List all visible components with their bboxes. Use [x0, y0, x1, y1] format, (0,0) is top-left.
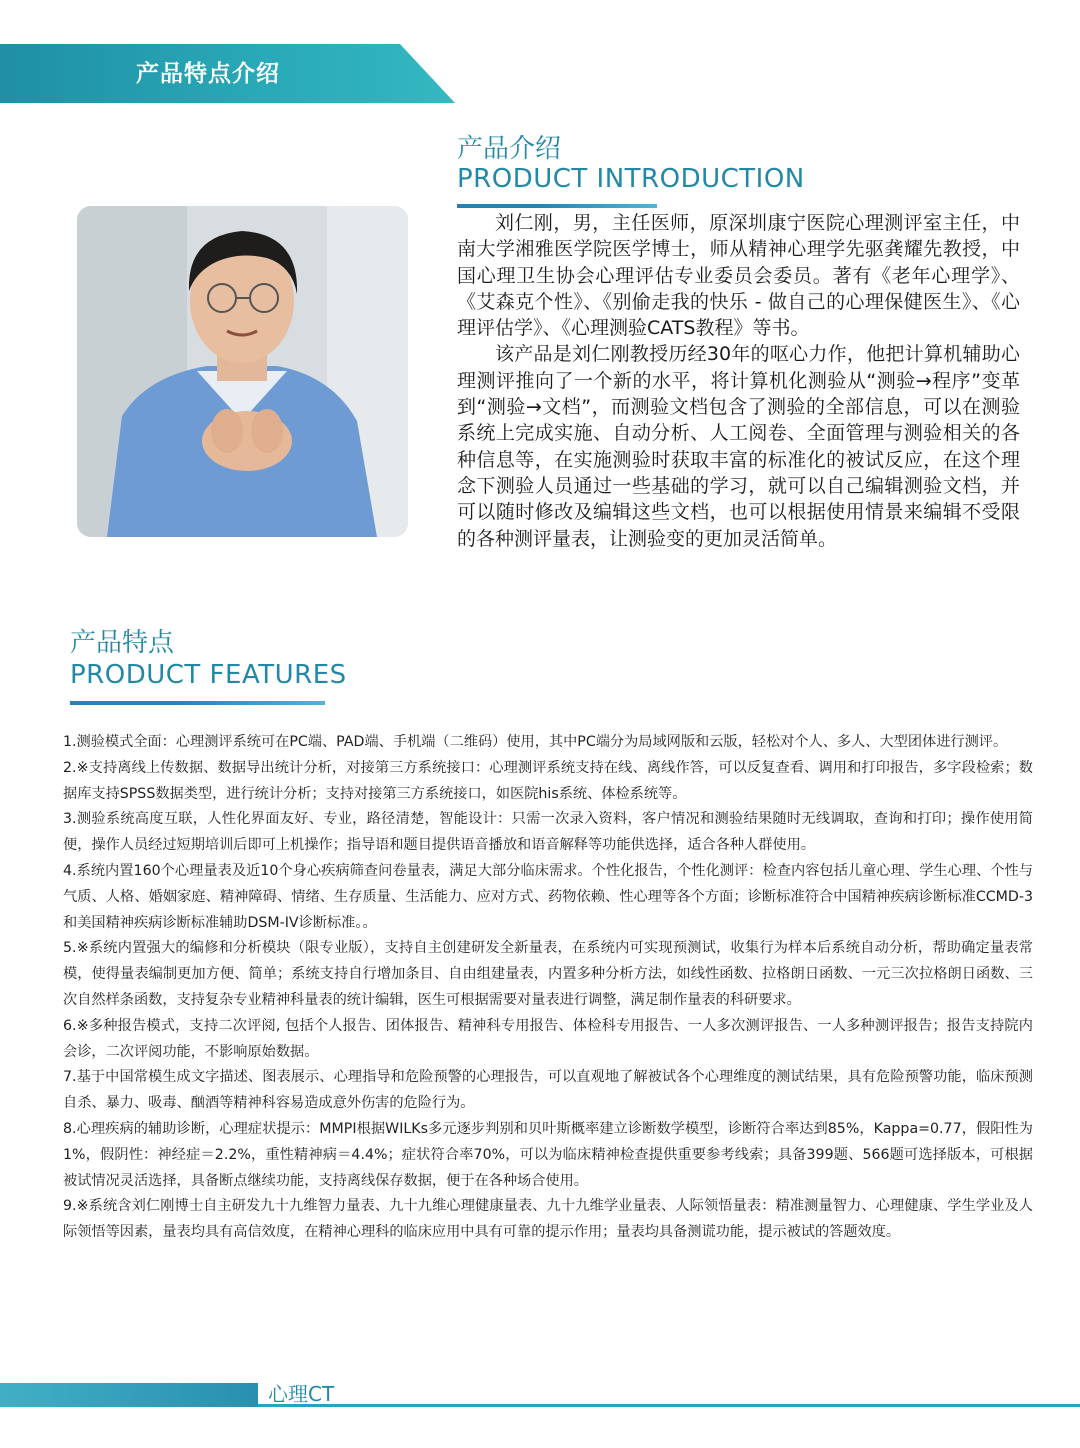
intro-heading-cn: 产品介绍 — [457, 134, 562, 164]
intro-text — [457, 210, 1020, 552]
portrait-illustration — [77, 206, 408, 537]
footer-line — [258, 1404, 1080, 1407]
feature-item: 8.心理疾病的辅助诊断，心理症状提示：MMPI根据WILKs多元逐步判别和贝叶斯概率建立诊断数学模型，诊断符合率达到85%，Kappa=0.77，假阳性为1%，假阴性：神经症＝2.2%，重性精神病＝4.4%；症状符合率70%，可以为临床精神检查提供重要参考线索；具备399题、566题可选择版本，可根据被试情况灵活选择，具备断点继续功能，支持离线保存数据，便于在各种场合使用。 — [63, 1120, 1033, 1189]
feature-item: 6.※多种报告模式，支持二次评阅, 包括个人报告、团体报告、精神科专用报告、体检科专用报告、一人多次测评报告、一人多种测评报告；报告支持院内会诊，二次评阅功能，不影响原始数据。 — [63, 1017, 1033, 1060]
feature-item: 5.※系统内置强大的编修和分析模块（限专业版），支持自主创建研发全新量表，在系统内可实现预测试，收集行为样本后系统自动分析，帮助确定量表常模，使得量表编制更加方便、简单；系统支持自行增加条目、自由组建量表，内置多种分析方法，如线性函数、拉格朗日函数、一元三次拉格朗日函数、三次自然样条函数，支持复杂专业精神科量表的统计编辑，医生可根据需要对量表进行调整，满足制作量表的科研要求。 — [63, 940, 1033, 1008]
footer-bar — [0, 1383, 258, 1407]
feature-item: 3.测验系统高度互联，人性化界面友好、专业，路径清楚，智能设计：只需一次录入资料，客户情况和测验结果随时无线调取，查询和打印；操作使用简便，操作人员经过短期培训后即可上机操作；指导语和题目提供语音播放和语音解释等功能供选择，适合各种人群使用。 — [63, 811, 1033, 854]
intro-paragraph: 刘仁刚，男，主任医师，原深圳康宁医院心理测评室主任，中南大学湘雅医学院医学博士，师从精神心理学先驱龚耀先教授，中国心理卫生协会心理评估专业委员会委员。著有《老年心理学》、《艾森克个性》、《别偷走我的快乐 - 做自己的心理保健医生》、《心理评估学》、《心理测验CATS教程》等书。 — [457, 212, 1020, 340]
portrait-photo — [77, 206, 408, 537]
features-heading-en: PRODUCT FEATURES — [70, 660, 347, 690]
features-heading-rule — [70, 701, 325, 705]
feature-item: 7.基于中国常模生成文字描述、图表展示、心理指导和危险预警的心理报告，可以直观地了解被试各个心理维度的测试结果，具有危险预警功能，临床预测自杀、暴力、吸毒、酗酒等精神科容易造成意外伤害的危险行为。 — [63, 1069, 1033, 1112]
features-list — [63, 730, 1033, 1246]
features-heading-cn: 产品特点 — [70, 628, 175, 658]
footer-brand: 心理CT — [268, 1382, 335, 1406]
banner-title: 产品特点介绍 — [136, 61, 280, 87]
intro-heading-en: PRODUCT INTRODUCTION — [457, 164, 805, 194]
feature-item: 2.※支持离线上传数据、数据导出统计分析，对接第三方系统接口：心理测评系统支持在线、离线作答，可以反复查看、调用和打印报告，多字段检索；数据库支持SPSS数据类型，进行统计分析；支持对接第三方系统接口，如医院his系统、体检系统等。 — [63, 759, 1033, 802]
feature-item: 1.测验模式全面：心理测评系统可在PC端、PAD端、手机端（二维码）使用，其中PC端分为局域网版和云版，轻松对个人、多人、大型团体进行测评。 — [63, 734, 1008, 750]
intro-heading-rule — [457, 204, 657, 208]
intro-paragraph: 该产品是刘仁刚教授历经30年的呕心力作，他把计算机辅助心理测评推向了一个新的水平，将计算机化测验从“测验→程序”变革到“测验→文档”，而测验文档包含了测验的全部信息，可以在测验系统上完成实施、自动分析、人工阅卷、全面管理与测验相关的各种信息等，在实施测验时获取丰富的标准化的被试反应，在这个理念下测验人员通过一些基础的学习，就可以自己编辑测验文档，并可以随时修改及编辑这些文档，也可以根据使用情景来编辑不受限的各种测评量表，让测验变的更加灵活简单。 — [457, 343, 1020, 550]
feature-item: 9.※系统含刘仁刚博士自主研发九十九维智力量表、九十九维心理健康量表、九十九维学业量表、人际领悟量表：精准测量智力、心理健康、学生学业及人际领悟等因素，量表均具有高信效度，在精神心理科的临床应用中具有可靠的提示作用；量表均具备测谎功能，提示被试的答题效度。 — [63, 1198, 1033, 1241]
feature-item: 4.系统内置160个心理量表及近10个身心疾病筛查问卷量表，满足大部分临床需求。个性化报告，个性化测评：检查内容包括儿童心理、学生心理、个性与气质、人格、婚姻家庭、精神障碍、情绪、生存质量、生活能力、应对方式、药物依赖、性心理等各个方面；诊断标准符合中国精神疾病诊断标准CCMD-3和美国精神疾病诊断标准辅助DSM-IV诊断标准。。 — [63, 862, 1033, 931]
